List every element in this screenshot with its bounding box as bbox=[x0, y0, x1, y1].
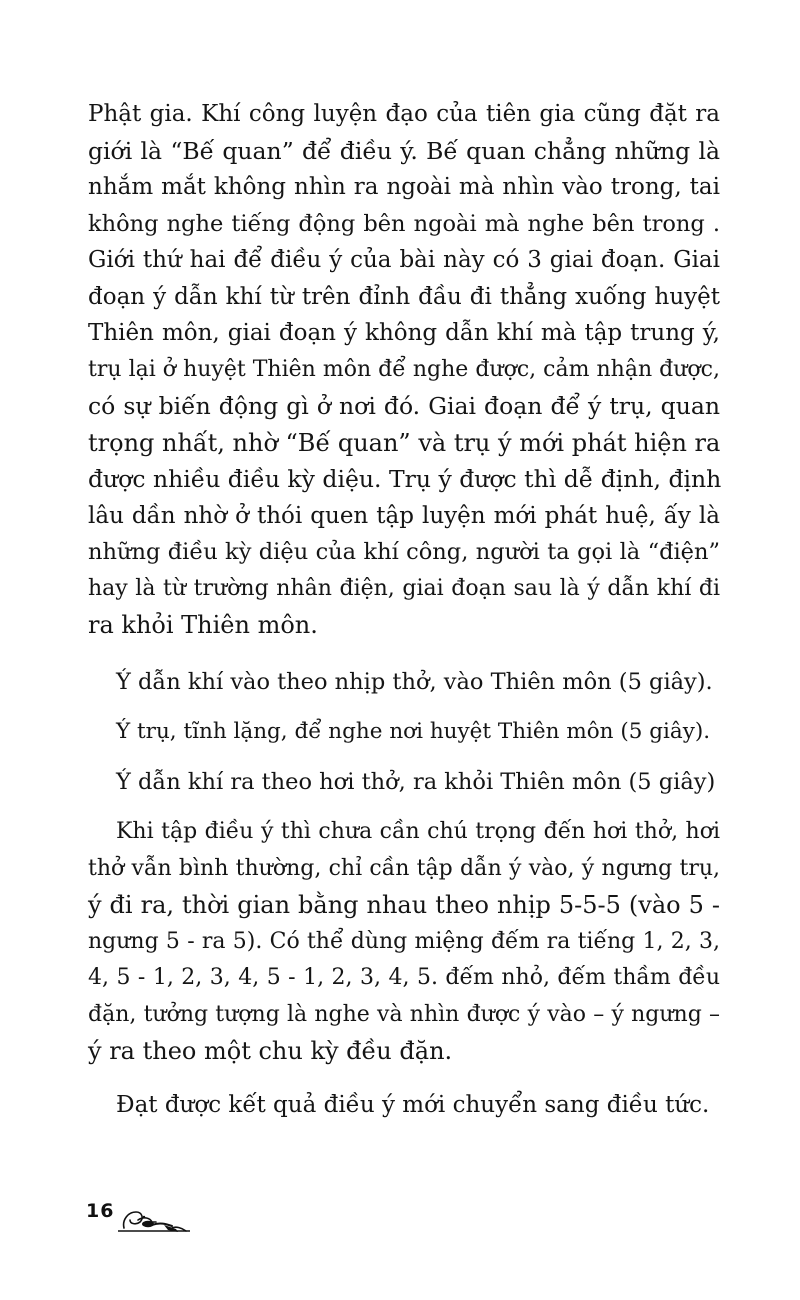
text-line: ý đi ra, thời gian bằng nhau theo nhịp 5-5-5 (vào 5 - bbox=[88, 891, 720, 919]
text-line: trụ lại ở huyệt Thiên môn để nghe được, cảm nhận được, bbox=[88, 356, 720, 382]
text-line: đặn, tưởng tượng là nghe và nhìn được ý vào – ý ngưng – bbox=[88, 1001, 720, 1027]
text-line: Phật gia. Khí công luyện đạo của tiên gia cũng đặt ra bbox=[88, 101, 720, 127]
text-line: Giới thứ hai để điều ý của bài này có 3 giai đoạn. Giai bbox=[88, 247, 720, 273]
text-line: Ý trụ, tĩnh lặng, để nghe nơi huyệt Thiên môn (5 giây). bbox=[116, 719, 711, 744]
text-line: Ý dẫn khí vào theo nhịp thở, vào Thiên môn (5 giây). bbox=[116, 669, 713, 695]
text-line: Khi tập điều ý thì chưa cần chú trọng đến hơi thở, hơi bbox=[116, 819, 720, 844]
paragraph-3 bbox=[88, 714, 720, 751]
page-footer bbox=[86, 1196, 226, 1246]
paragraph-5 bbox=[88, 814, 720, 1070]
text-line: được nhiều điều kỳ diệu. Trụ ý được thì dễ định, định bbox=[88, 465, 722, 493]
text-line: trọng nhất, nhờ “Bế quan” và trụ ý mới phát hiện ra bbox=[88, 428, 721, 457]
text-line: ý ra theo một chu kỳ đều đặn. bbox=[88, 1037, 453, 1065]
text-line: đoạn ý dẫn khí từ trên đỉnh đầu đi thẳng xuống huyệt bbox=[88, 283, 720, 310]
text-line: giới là “Bế quan” để điều ý. Bế quan chẳng những là bbox=[88, 136, 720, 165]
text-line: Thiên môn, giai đoạn ý không dẫn khí mà tập trung ý, bbox=[88, 320, 720, 346]
paragraph-4 bbox=[88, 764, 720, 801]
text-line: không nghe tiếng động bên ngoài mà nghe bên trong . bbox=[88, 210, 720, 237]
decorative-figure-icon bbox=[116, 1198, 216, 1238]
text-line: Đạt được kết quả điều ý mới chuyển sang điều tức. bbox=[116, 1092, 710, 1118]
paragraph-1 bbox=[88, 96, 720, 644]
text-line: ra khỏi Thiên môn. bbox=[88, 611, 318, 639]
text-line: những điều kỳ diệu của khí công, người ta gọi là “điện” bbox=[88, 539, 720, 565]
text-line: hay là từ trường nhân điện, giai đoạn sau là ý dẫn khí đi bbox=[88, 575, 720, 601]
text-line: có sự biến động gì ở nơi đó. Giai đoạn để ý trụ, quan bbox=[88, 392, 720, 420]
text-line: thở vẫn bình thường, chỉ cần tập dẫn ý vào, ý ngưng trụ, bbox=[88, 855, 720, 881]
paragraph-2 bbox=[88, 664, 720, 701]
text-line: Ý dẫn khí ra theo hơi thở, ra khỏi Thiên môn (5 giây) bbox=[116, 769, 716, 795]
text-line: lâu dần nhờ ở thói quen tập luyện mới phát huệ, ấy là bbox=[88, 502, 720, 529]
page-number: 16 bbox=[86, 1200, 115, 1222]
text-line: ngưng 5 - ra 5). Có thể dùng miệng đếm ra tiếng 1, 2, 3, bbox=[88, 928, 720, 954]
paragraph-6 bbox=[88, 1087, 720, 1124]
text-line: 4, 5 - 1, 2, 3, 4, 5 - 1, 2, 3, 4, 5. đếm nhỏ, đếm thầm đều bbox=[88, 965, 720, 990]
text-line: nhắm mắt không nhìn ra ngoài mà nhìn vào trong, tai bbox=[88, 174, 720, 200]
